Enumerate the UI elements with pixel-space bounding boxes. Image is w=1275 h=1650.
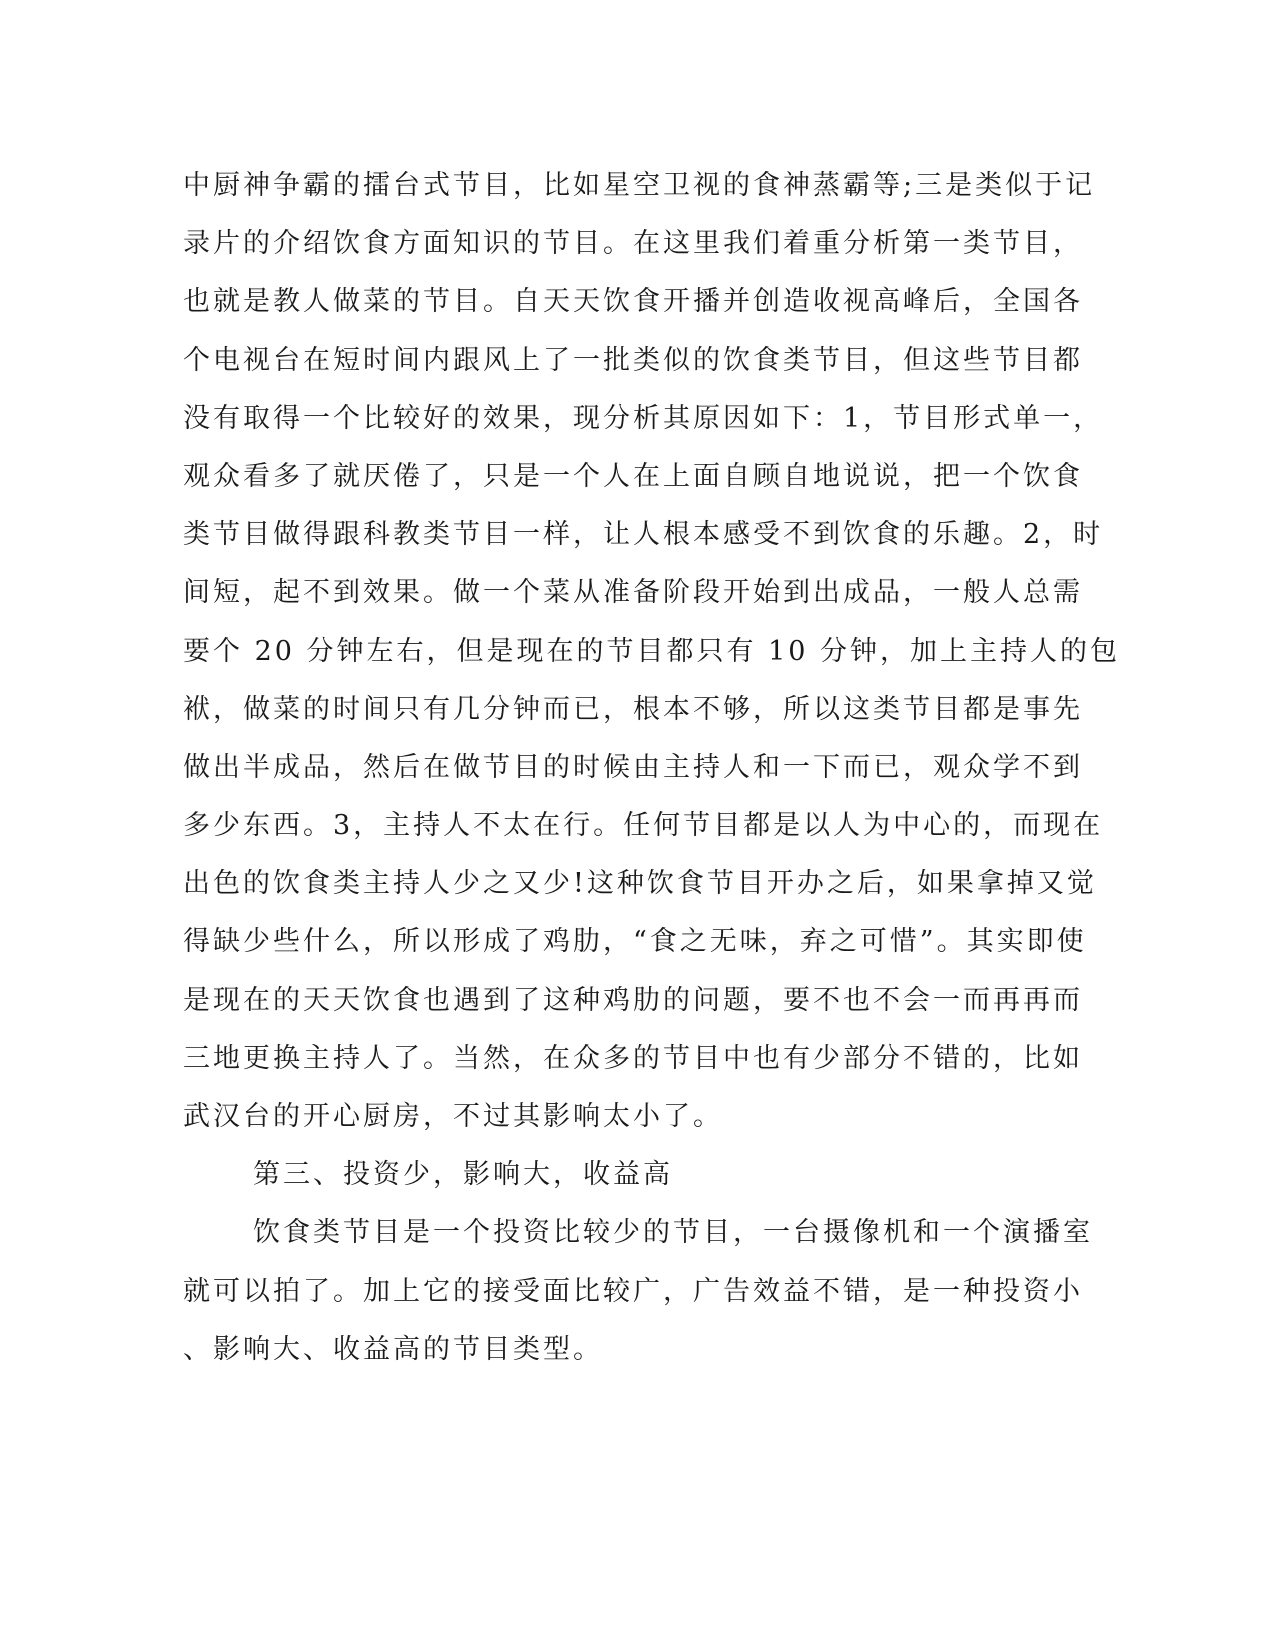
text-line: 、影响大、收益高的节目类型。	[183, 1333, 603, 1365]
text-line: 就可以拍了。加上它的接受面比较广，广告效益不错，是一种投资小	[183, 1275, 1083, 1307]
text-line: 间短，起不到效果。做一个菜从准备阶段开始到出成品，一般人总需	[183, 577, 1083, 609]
body-text	[183, 157, 1121, 1379]
text-line: 得缺少些什么，所以形成了鸡肋，“食之无味，弃之可惜”。其实即使	[183, 926, 1087, 958]
text-line: 要个 20 分钟左右，但是现在的节目都只有 10 分钟，加上主持人的包	[183, 635, 1121, 667]
text-line: 观众看多了就厌倦了，只是一个人在上面自顾自地说说，把一个饮食	[183, 460, 1083, 492]
text-line: 也就是教人做菜的节目。自天天饮食开播并创造收视高峰后，全国各	[183, 286, 1083, 318]
section-heading: 第三、投资少，影响大，收益高	[253, 1159, 673, 1191]
text-line: 出色的饮食类主持人少之又少!这种饮食节目开办之后，如果拿掉又觉	[183, 868, 1097, 900]
text-line: 是现在的天天饮食也遇到了这种鸡肋的问题，要不也不会一而再再而	[183, 984, 1083, 1016]
text-line: 做出半成品，然后在做节目的时候由主持人和一下而已，观众学不到	[183, 751, 1083, 783]
text-line: 录片的介绍饮食方面知识的节目。在这里我们着重分析第一类节目，	[183, 228, 1083, 260]
text-line: 饮食类节目是一个投资比较少的节目，一台摄像机和一个演播室	[253, 1217, 1093, 1249]
text-line: 没有取得一个比较好的效果，现分析其原因如下：1，节目形式单一，	[183, 402, 1104, 434]
text-line: 个电视台在短时间内跟风上了一批类似的饮食类节目，但这些节目都	[183, 344, 1083, 376]
text-line: 三地更换主持人了。当然，在众多的节目中也有少部分不错的，比如	[183, 1042, 1083, 1074]
text-line: 多少东西。3，主持人不太在行。任何节目都是以人为中心的，而现在	[183, 810, 1104, 842]
text-line: 武汉台的开心厨房，不过其影响太小了。	[183, 1101, 723, 1132]
text-line: 袱，做菜的时间只有几分钟而已，根本不够，所以这类节目都是事先	[183, 693, 1083, 725]
text-line: 中厨神争霸的擂台式节目，比如星空卫视的食神蒸霸等;三是类似于记	[183, 170, 1096, 201]
text-line: 类节目做得跟科教类节目一样，让人根本感受不到饮食的乐趣。2，时	[183, 519, 1104, 551]
